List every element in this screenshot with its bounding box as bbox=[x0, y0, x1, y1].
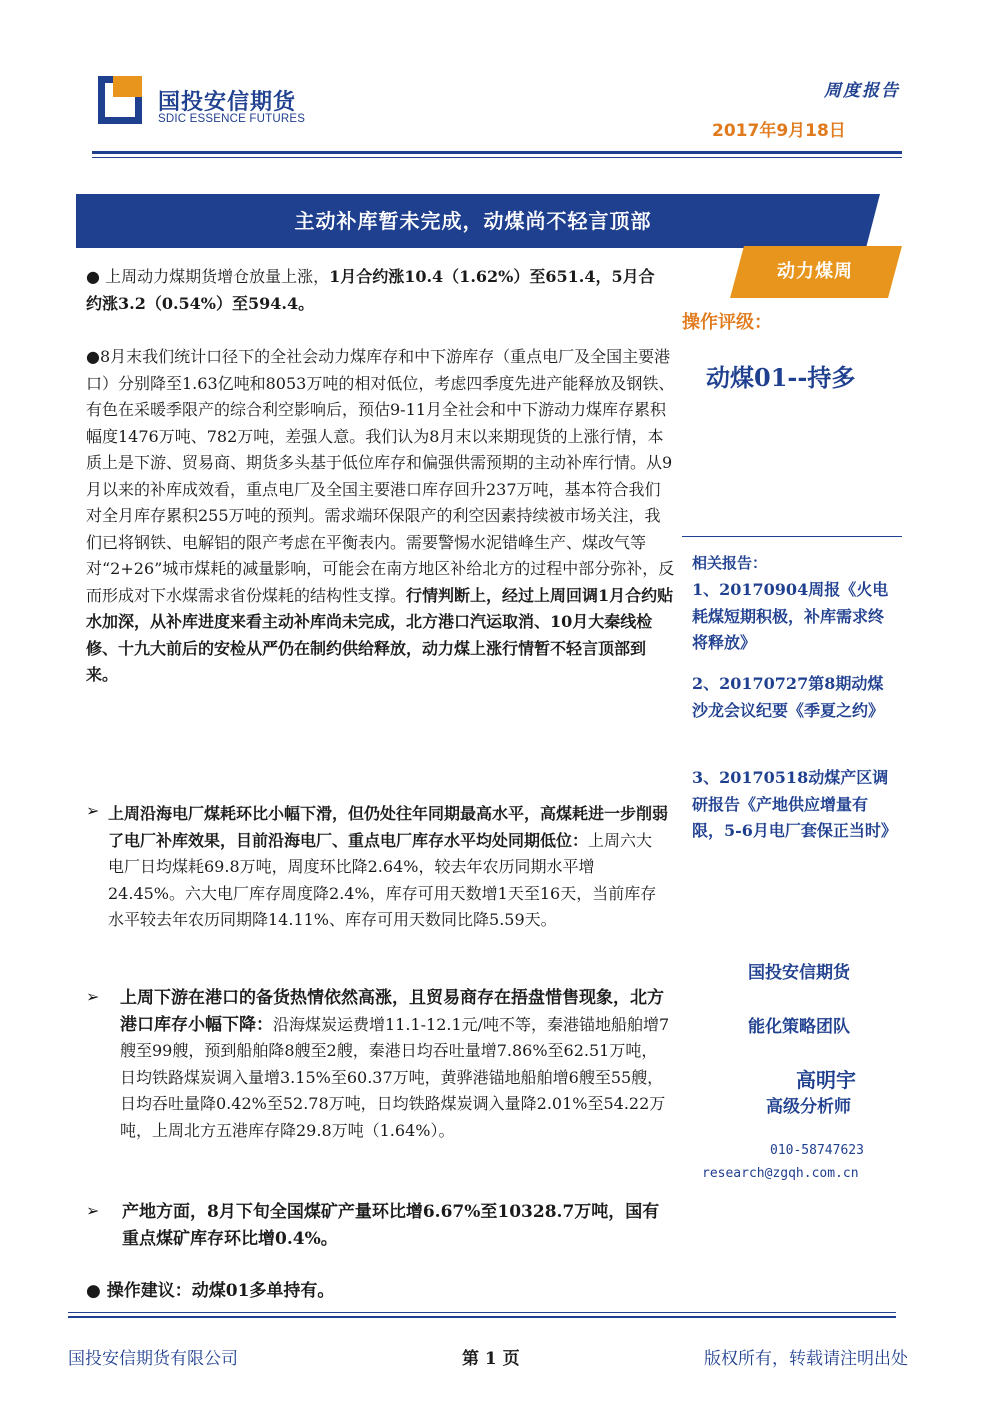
header-divider-thin bbox=[92, 157, 902, 158]
analyst-title: 高级分析师 bbox=[766, 1097, 851, 1117]
operation-advice: ● 操作建议：动煤01多单持有。 bbox=[86, 1281, 335, 1301]
footer-divider bbox=[68, 1312, 896, 1313]
analysis-text: 8月末我们统计口径下的全社会动力煤库存和中下游库存（重点电厂及全国主要港口）分别降至1.63亿吨和8053万吨的相对低位，考虑四季度先进产能释放及钢铁、有色在采暖季限产的综合利空影响后，预估9-11月全社会和中下游动力煤库存累积幅度1476万吨、782万吨，差强人意。 bbox=[86, 347, 675, 446]
report-title: 主动补库暂未完成，动煤尚不轻言顶部 bbox=[294, 209, 652, 233]
page-number: 第 1 页 bbox=[462, 1349, 520, 1369]
summary-text: 上周动力煤期货增仓放量上涨， bbox=[105, 267, 330, 286]
logo-english-name: SDIC ESSENCE FUTURES bbox=[158, 113, 306, 125]
sidebar-divider bbox=[682, 536, 902, 537]
related-report-item[interactable]: 2、20170727第8期动煤沙龙会议纪要《季夏之约》 bbox=[692, 674, 885, 720]
bullet-lead: 上周下游在港口的备货热情依然高涨，且贸易商存在捂盘惜售现象，北方港口库存小幅下降： bbox=[120, 988, 664, 1035]
analysis-conclusion: 行情判断上，经过上周回调1月合约贴水加深，从补库进度来看主动补库尚未完成，北方港口汽运取消、10月大秦线检修、十九大前后的安检从严仍在制约供给释放，动力煤上涨行情暂不轻言顶部到来。 bbox=[86, 585, 674, 684]
bullet-lead: 上周沿海电厂煤耗环比小幅下滑，但仍处往年同期最高水平，高煤耗进一步削弱了电厂补库效果，目前沿海电厂、重点电厂库存水平均处同期低位： bbox=[108, 804, 669, 850]
institution-name: 国投安信期货 bbox=[748, 963, 850, 983]
analyst-name: 高明宇 bbox=[796, 1068, 856, 1092]
analysis-text-2: 我们认为8月末以来期现货的上涨行情，本质上是下游、贸易商、期货多头基于低位库存和偏强供需预期的主动补库行情。从9月以来的补库成效看，重点电厂及全国主要港口库存回升237万吨，基本符合我们对全月库存累积255万吨的预判。需求端环保限产的利空因素持续被市场关注，我们已将钢铁、电解铝的限产考虑在平衡表内。需要警惕水泥错峰生产、煤改气等对“2+26”城市煤耗的减量影响，可能会在南方地区补给北方的过程中部分弥补，反而形成对下水煤需求省份煤耗的结构性支撑。 bbox=[86, 426, 675, 605]
bullet-detail: 上周六大电厂日均煤耗69.8万吨，周度环比降2.64%，较去年农历同期水平增24.45%。六大电厂库存周度降2.4%，库存可用天数增1天至16天，当前库存水平较去年农历同期降14.11%、库存可用天数同比降5.59天。 bbox=[108, 830, 657, 929]
contact-email[interactable]: research@zgqh.com.cn bbox=[702, 1166, 859, 1181]
arrow-bullet-icon: ➢ bbox=[86, 1201, 100, 1220]
team-name: 能化策略团队 bbox=[748, 1017, 850, 1037]
contact-phone: 010-58747623 bbox=[770, 1143, 864, 1158]
footer-divider-thick bbox=[68, 1316, 896, 1318]
analysis-paragraph bbox=[86, 344, 676, 689]
rating-label: 操作评级： bbox=[682, 312, 772, 333]
header-divider bbox=[92, 151, 902, 154]
related-report-item[interactable]: 1、20170904周报《火电耗煤短期积极，补库需求终将释放》 bbox=[692, 580, 889, 652]
logo-mark-icon bbox=[98, 76, 142, 124]
summary-paragraph bbox=[86, 264, 666, 317]
report-type: 周度报告 bbox=[824, 81, 900, 101]
footer-copyright: 版权所有，转载请注明出处 bbox=[704, 1349, 908, 1369]
summary-highlight: 1月合约涨10.4（1.62%）至651.4，5月合约涨3.2（0.54%）至594.4。 bbox=[86, 267, 655, 313]
report-tag: 动力煤周 bbox=[777, 261, 853, 282]
bullet-power-plant bbox=[108, 801, 668, 934]
report-date: 2017年9月18日 bbox=[712, 121, 846, 141]
logo-chinese-name: 国投安信期货 bbox=[158, 90, 297, 115]
arrow-bullet-icon: ➢ bbox=[86, 801, 100, 820]
related-report-item[interactable]: 3、20170518动煤产区调研报告《产地供应增量有限，5-6月电厂套保正当时》 bbox=[692, 768, 897, 840]
bullet-production: 产地方面，8月下旬全国煤矿产量环比增6.67%至10328.7万吨，国有重点煤矿库存环比增0.4%。 bbox=[122, 1202, 660, 1249]
bullet-port bbox=[120, 985, 670, 1144]
bullet-dot-icon: ● bbox=[86, 347, 100, 366]
arrow-bullet-icon: ➢ bbox=[86, 987, 100, 1006]
bullet-detail: 沿海煤炭运费增11.1-12.1元/吨不等，秦港锚地船舶增7艘至99艘，预到船舶降8艘至2艘，秦港日均吞吐量增7.86%至62.51万吨，日均铁路煤炭调入量增3.15%至60.37万吨，黄骅港锚地船舶增6艘至55艘，日均吞吐量降0.42%至52.78万吨，日均铁路煤炭调入量降2.01%至54.22万吨，上周北方五港库存降29.8万吨（1.64%）。 bbox=[120, 1014, 670, 1140]
footer-company: 国投安信期货有限公司 bbox=[68, 1349, 238, 1369]
rating-value: 动煤01--持多 bbox=[706, 363, 856, 392]
bullet-dot-icon: ● bbox=[86, 267, 100, 286]
related-reports-title: 相关报告： bbox=[692, 554, 768, 572]
